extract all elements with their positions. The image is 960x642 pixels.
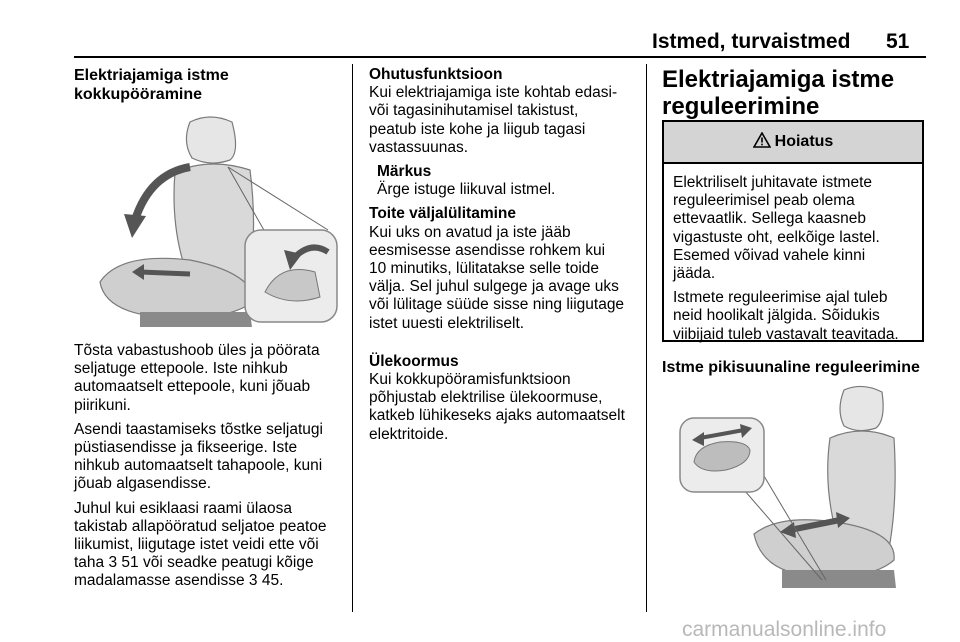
warning-title: Hoiatus [774,133,834,150]
paragraph-folding-2: Asendi taastamiseks tõstke seljatugi püstiasendisse ja fikseerige. Iste nihkub automaatselt tahapoole, kuni jõuab algasendisse. [74,420,323,493]
warning-box [662,120,924,342]
page-number: 51 [886,30,910,53]
page-reference-arrow-icon[interactable]: 3 [248,572,258,590]
column-1-text [74,342,350,597]
column-2 [369,66,643,450]
watermark: carmanualsonline.info [682,618,887,641]
illustration-seat-longitudinal [672,384,926,600]
warning-triangle-icon [753,132,771,153]
warning-body [664,164,922,344]
note-block [369,163,643,199]
section-heading-folding: Elektriajamiga istme kokkupööramine [74,67,229,103]
running-header-title: Istmed, turvaistmed [652,30,851,53]
column-divider-left [352,64,353,612]
section-heading-adjustment: Elektriajamiga istme reguleerimine [662,66,895,120]
column-3 [662,66,928,120]
warning-header [664,122,922,164]
column-divider-right [646,64,647,612]
warning-paragraph-2: Istmete reguleerimise ajal tuleb neid hoolikalt jälgida. Sõidukis viibijaid tuleb vastavalt teavitada. [673,289,899,343]
column-3-subsection [662,358,928,377]
paragraph-folding-3: Juhul kui esiklaasi raami ülaosa takistab allapööratud seljatoe peatoe liikumist, liigutage istet veidi ette või taha 3 51 või seadke peatugi kõige madalamasse asendisse 3 45. [74,499,327,590]
warning-paragraph-1: Elektriliselt juhitavate istmete reguleerimisel peab olema ettevaatlik. Sellega kaasneb vigastuste oht, eelkõige lastel. Esemed võivad vahele kinni jääda. [673,174,880,283]
heading-note: Märkus [377,163,432,181]
heading-power-off: Toite väljalülitamine [369,205,517,223]
paragraph-folding-1: Tõsta vabastushoob üles ja pöörata seljatuge ettepoole. Iste nihkub automaatselt ettepoole, kuni jõuab piirikuni. [74,342,320,414]
paragraph-note: Ärge istuge liikuval istmel. [377,181,556,199]
heading-safety-function: Ohutusfunktsioon [369,66,503,83]
illustration-seat-folding [80,112,340,330]
header-rule [74,56,926,58]
heading-overload: Ülekoormus [369,352,459,370]
paragraph-power-off: Kui uks on avatud ja iste jääb eesmisesse asendisse rohkem kui 10 minutiks, lülitatakse selle toide välja. Sel juhul sulgege ja avage uks või lülitage süüde sisse ning liigutage istet uuesti elektriliselt. [369,223,625,332]
column-1 [74,66,346,104]
paragraph-overload: Kui kokkupööramisfunktsioon põhjustab elektrilise ülekoormuse, katkeb lühikeseks ajaks automaatselt elektritoide. [369,371,625,443]
paragraph-safety-function: Kui elektriajamiga iste kohtab edasi- või tagasinihutamisel takistust, peatub iste kohe ja liigub tagasi vastassuunas. [369,84,618,156]
page-reference-arrow-icon[interactable]: 3 [108,554,118,572]
heading-longitudinal-adjustment: Istme pikisuunaline reguleerimine [662,359,920,376]
